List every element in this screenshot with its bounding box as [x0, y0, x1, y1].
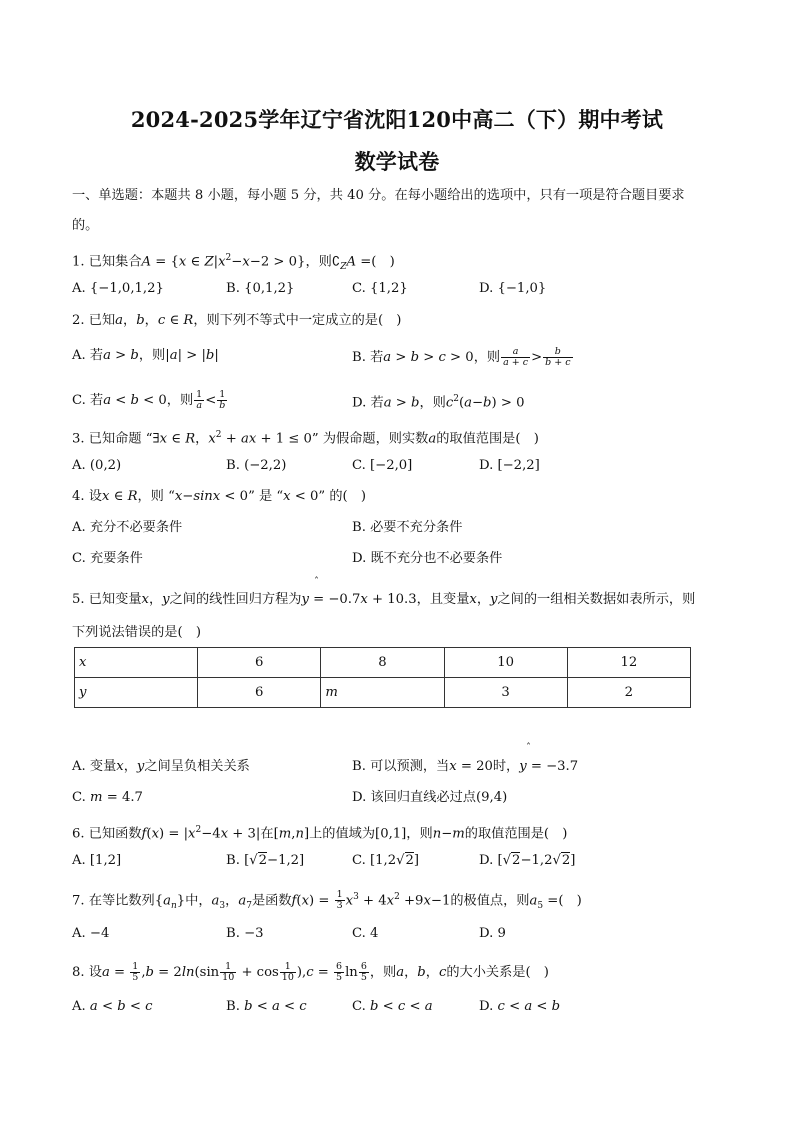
question-4-stem: 4. 设x ∈ R，则 “x−sinx < 0” 是 “x < 0” 的( ) [72, 489, 366, 504]
question-5-stem: 5. 已知变量x，y之间的线性回归方程为y = −0.7x + 10.3，且变量x，y之间的一组相关数据如表所示，则 [72, 592, 696, 607]
q6-option-a: A. [1,2] [72, 853, 122, 868]
table-cell: m [321, 678, 444, 708]
section-heading-line2: 的。 [72, 218, 99, 233]
table-cell: 10 [444, 648, 567, 678]
table-row-x [75, 648, 691, 678]
q4-option-d: D. 既不充分也不必要条件 [352, 551, 503, 566]
table-cell: 12 [567, 648, 690, 678]
section-heading-line1: 一、单选题：本题共 8 小题，每小题 5 分，共 40 分。在每小题给出的选项中，只有一项是符合题目要求 [72, 188, 685, 203]
hat-mark: ˆ [314, 577, 319, 588]
q5-option-d: D. 该回归直线必过点(9,4) [352, 790, 508, 805]
q5-option-b: B. 可以预测，当x = 20时，y = −3.7 [352, 759, 579, 774]
table-cell: y [75, 678, 198, 708]
q8-option-b: B. b < a < c [226, 999, 307, 1014]
q7-option-b: B. −3 [226, 926, 264, 941]
table-cell: 6 [198, 678, 321, 708]
question-3-stem: 3. 已知命题 “∃x ∈ R，$x^2$ + ax + 1 ≤ 0” 为假命题，则实数a的取值范围是( ) [72, 430, 539, 447]
q4-option-a: A. 充分不必要条件 [72, 520, 183, 535]
table-cell: 3 [444, 678, 567, 708]
q1-option-c: C. {1,2} [352, 281, 408, 296]
q2-option-d: D. 若a > b，则$c^2(a-b) > 0$ [352, 394, 525, 411]
question-8-stem: 8. 设a = $\frac{1}{5}$ ,b = 2ln(sin $\frac{1}{10}$ + cos $\frac{1}{10}$ ),c = $\frac{6}{5}$ ln $\frac{6}{5}$ ，则a，b，c的大小关系是( ) [72, 961, 549, 983]
q7-option-c: C. 4 [352, 926, 379, 941]
table-cell: 2 [567, 678, 690, 708]
question-1-stem: 1. 已知集合A = {x ∈ $Z|x^2-x-2 > 0$}，则$∁_ZA$ =( ) [72, 253, 395, 273]
q5-option-c: C. m = 4.7 [72, 790, 143, 805]
q1-option-a: A. {−1,0,1,2} [72, 281, 164, 296]
q1-option-d: D. {−1,0} [479, 281, 547, 296]
hat-mark: ˆ [526, 743, 531, 754]
exam-subtitle: 数学试卷 [354, 149, 440, 174]
table-row-y [75, 678, 691, 708]
q1-option-b: B. {0,1,2} [226, 281, 295, 296]
q8-option-d: D. c < a < b [479, 999, 561, 1014]
q2-option-b: B. 若a > b > c > 0，则 $\frac{a}{a + c}$ > $\frac{b}{b + c}$ [352, 346, 571, 368]
q3-option-a: A. (0,2) [72, 458, 122, 473]
question-6-stem: 6. 已知函数$f(x) = |x^2-4x + 3|$在[m,n]上的值域为[0,1]，则n−m的取值范围是( ) [72, 825, 568, 842]
q7-option-d: D. 9 [479, 926, 506, 941]
q5-option-a: A. 变量x，y之间呈负相关关系 [72, 759, 250, 774]
q6-option-d: D. [√2−1,2√2] [479, 853, 576, 868]
q2-option-c: C. 若a < b < 0，则 $\frac{1}{a}$ < $\frac{1}{b}$ [72, 389, 226, 411]
question-5-stem-line2: 下列说法错误的是( ) [72, 625, 201, 640]
table-cell: x [75, 648, 198, 678]
q3-option-c: C. [−2,0] [352, 458, 413, 473]
q4-option-c: C. 充要条件 [72, 551, 143, 566]
q2-option-a: A. 若a > b，则|a| > |b| [72, 348, 219, 363]
q3-option-b: B. (−2,2) [226, 458, 287, 473]
question-7-stem: 7. 在等比数列$\{a_n\}$中，$a_3$，$a_7$是函数f(x) = $\frac{1}{3}$ $x^3 + 4x^2 +9x-1$的极值点，则$a_5$ =( ) [72, 889, 582, 912]
q3-option-d: D. [−2,2] [479, 458, 540, 473]
q8-option-c: C. b < c < a [352, 999, 433, 1014]
data-table [74, 647, 691, 708]
q6-option-b: B. [√2−1,2] [226, 853, 305, 868]
q7-option-a: A. −4 [72, 926, 110, 941]
table-cell: 8 [321, 648, 444, 678]
table-cell: 6 [198, 648, 321, 678]
q8-option-a: A. a < b < c [72, 999, 153, 1014]
q4-option-b: B. 必要不充分条件 [352, 520, 463, 535]
exam-title: 2024-2025学年辽宁省沈阳120中高二（下）期中考试 [130, 107, 664, 132]
q6-option-c: C. [1,2√2] [352, 853, 420, 868]
question-2-stem: 2. 已知a，b，c ∈ R，则下列不等式中一定成立的是( ) [72, 313, 402, 328]
